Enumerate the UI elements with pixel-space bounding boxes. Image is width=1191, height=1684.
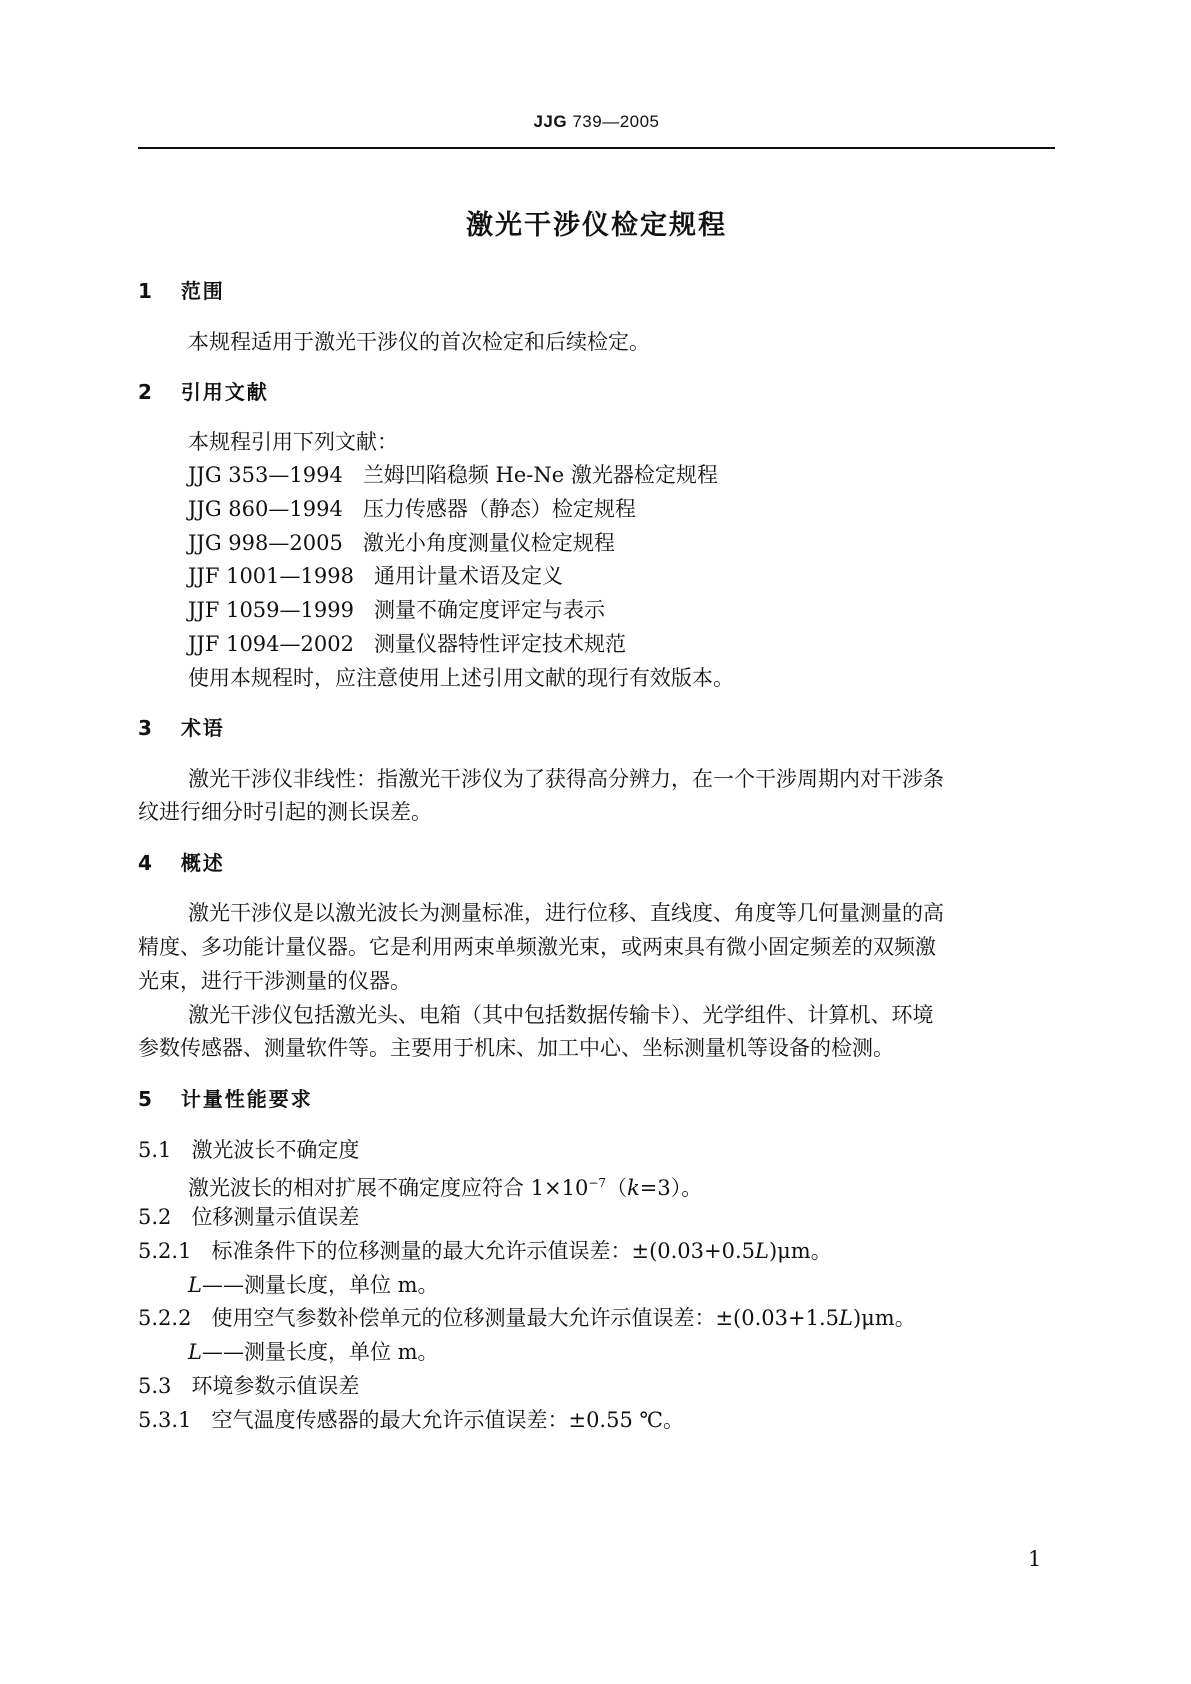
clause-text: 激光波长不确定度 [191, 1138, 360, 1162]
coverage-factor-symbol: k [627, 1176, 640, 1200]
clause-text: 标准条件下的位移测量的最大允许示值误差：±(0.03+0.5 [211, 1239, 756, 1263]
reference-name: 通用计量术语及定义 [374, 564, 564, 588]
section-number: 2 [138, 380, 154, 404]
overview-line-2: 精度、多功能计量仪器。它是利用两束单频激光束，或两束具有微小固定频差的双频激 [138, 935, 936, 959]
section-1-heading [138, 277, 225, 305]
reference-name: 激光小角度测量仪检定规程 [362, 531, 615, 555]
section-3-heading [138, 714, 225, 742]
clause-text: 环境参数示值误差 [191, 1374, 360, 1398]
header-rule [138, 147, 1055, 149]
overview-line-1: 激光干涉仪是以激光波长为测量标准，进行位移、直线度、角度等几何量测量的高 [188, 901, 944, 925]
clause-5-2-2 [138, 1304, 916, 1332]
clause-number: 5.2.1 [138, 1239, 192, 1263]
note-text: ——测量长度，单位 m。 [201, 1273, 439, 1297]
overview-line-5: 参数传感器、测量软件等。主要用于机床、加工中心、坐标测量机等设备的检测。 [138, 1036, 894, 1060]
term-definition-line-2: 纹进行细分时引起的测长误差。 [138, 800, 432, 824]
reference-code: JJF 1001—1998 [188, 564, 354, 588]
reference-code: JJG 998—2005 [188, 531, 343, 555]
section-number: 5 [138, 1087, 154, 1111]
clause-number: 5.1 [138, 1138, 172, 1162]
length-symbol: L [188, 1273, 202, 1297]
clause-number: 5.2 [138, 1205, 172, 1229]
section-title: 计量性能要求 [180, 1087, 313, 1111]
clause-text: 位移测量示值误差 [191, 1205, 360, 1229]
reference-item [188, 495, 636, 523]
clause-text: 空气温度传感器的最大允许示值误差：±0.55 ℃。 [211, 1408, 684, 1432]
length-symbol: L [839, 1306, 853, 1330]
clause-number: 5.3.1 [138, 1408, 192, 1432]
section-number: 4 [138, 851, 154, 875]
section-title: 引用文献 [180, 380, 269, 404]
reference-code: JJF 1094—2002 [188, 632, 354, 656]
reference-item [188, 596, 605, 624]
section-title: 概述 [180, 851, 225, 875]
clause-5-3 [138, 1372, 359, 1400]
clause-text: )μm。 [768, 1239, 832, 1263]
note-text: ——测量长度，单位 m。 [201, 1340, 439, 1364]
clause-number: 5.3 [138, 1374, 172, 1398]
clause-5-3-1 [138, 1406, 684, 1434]
reference-name: 测量仪器特性评定技术规范 [374, 632, 627, 656]
overview-line-4: 激光干涉仪包括激光头、电箱（其中包括数据传输卡）、光学组件、计算机、环境 [188, 1003, 934, 1027]
clause-text: 使用空气参数补偿单元的位移测量最大允许示值误差：±(0.03+1.5 [211, 1306, 840, 1330]
reference-code: JJG 353—1994 [188, 463, 343, 487]
section-1-paragraph: 本规程适用于激光干涉仪的首次检定和后续检定。 [188, 330, 650, 354]
reference-name: 压力传感器（静态）检定规程 [362, 497, 636, 521]
clause-number: 5.2.2 [138, 1306, 192, 1330]
standard-prefix: JJG [533, 112, 568, 131]
section-title: 范围 [180, 279, 225, 303]
references-intro: 本规程引用下列文献： [188, 430, 398, 454]
reference-item [188, 562, 563, 590]
clause-5-1 [138, 1136, 359, 1164]
length-symbol: L [188, 1340, 202, 1364]
exponent: −7 [588, 1176, 607, 1190]
references-note: 使用本规程时，应注意使用上述引用文献的现行有效版本。 [188, 666, 734, 690]
reference-name: 测量不确定度评定与表示 [374, 598, 606, 622]
clause-5-1-requirement [188, 1169, 702, 1202]
page-number: 1 [1028, 1547, 1042, 1571]
reference-name: 兰姆凹陷稳频 He-Ne 激光器检定规程 [362, 463, 718, 487]
standard-number: 739—2005 [567, 112, 660, 131]
section-5-heading [138, 1085, 313, 1113]
overview-line-3: 光束，进行干涉测量的仪器。 [138, 969, 411, 993]
section-number: 3 [138, 716, 154, 740]
page-header [138, 112, 1055, 132]
clause-5-2-1-note [188, 1271, 439, 1299]
clause-5-2-1 [138, 1237, 832, 1265]
reference-code: JJF 1059—1999 [188, 598, 354, 622]
requirement-text: 激光波长的相对扩展不确定度应符合 1×10 [188, 1176, 589, 1200]
reference-code: JJG 860—1994 [188, 497, 343, 521]
section-2-heading [138, 378, 269, 406]
clause-text: )μm。 [852, 1306, 916, 1330]
clause-5-2 [138, 1203, 359, 1231]
section-4-heading [138, 849, 225, 877]
document-title: 激光干涉仪检定规程 [466, 210, 727, 241]
term-definition-line-1: 激光干涉仪非线性：指激光干涉仪为了获得高分辨力，在一个干涉周期内对干涉条 [188, 767, 944, 791]
clause-5-2-2-note [188, 1338, 439, 1366]
reference-item [188, 630, 626, 658]
section-number: 1 [138, 279, 154, 303]
requirement-text: =3）。 [639, 1176, 703, 1200]
length-symbol: L [755, 1239, 769, 1263]
requirement-text: （ [606, 1176, 628, 1200]
reference-item [188, 529, 615, 557]
reference-item [188, 461, 718, 489]
section-title: 术语 [180, 716, 225, 740]
